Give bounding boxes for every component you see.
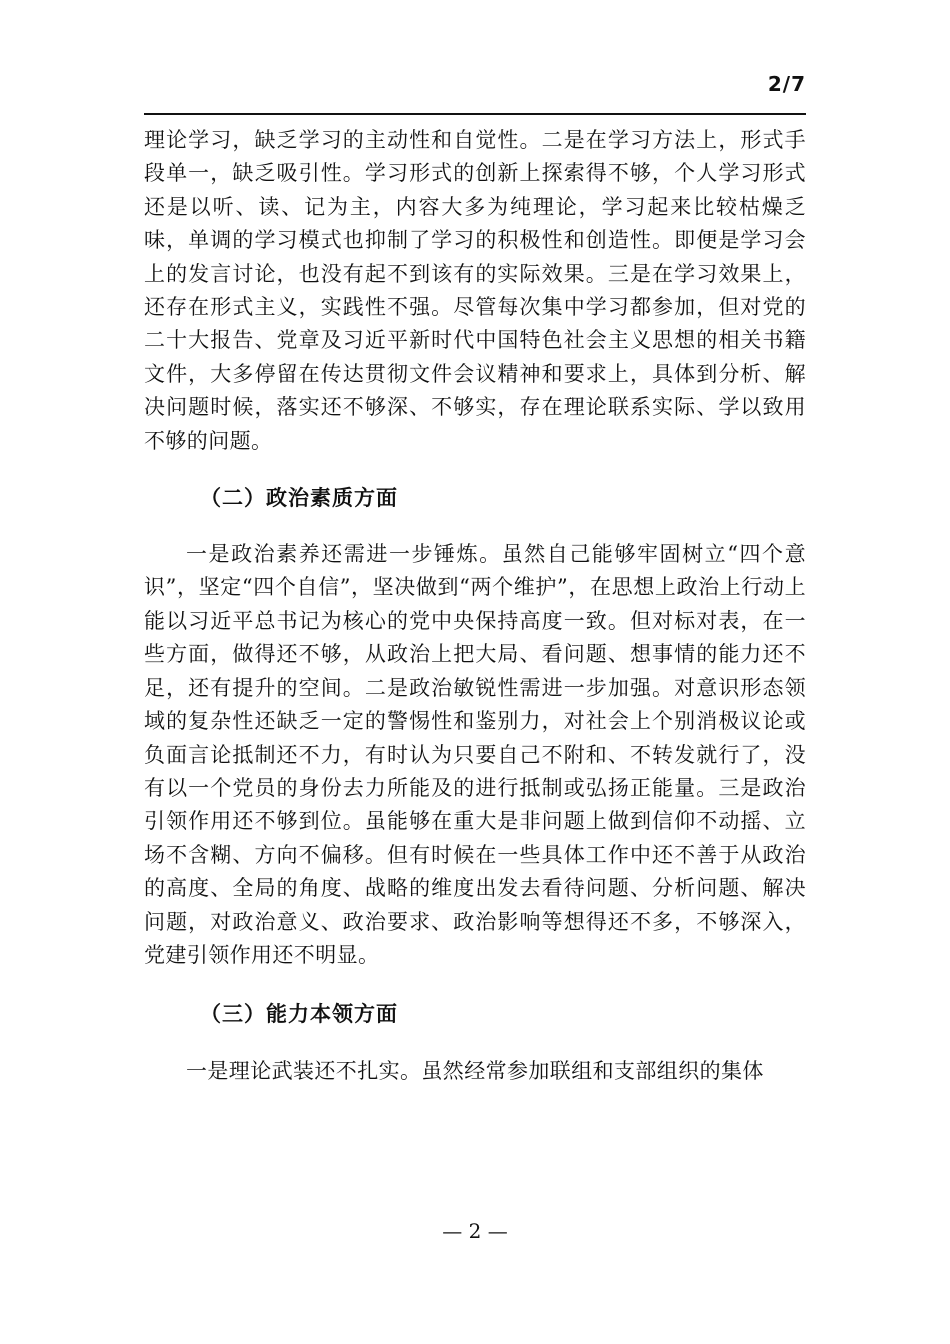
paragraph-political-quality: 一是政治素养还需进一步锤炼。虽然自己能够牢固树立“四个意识”，坚定“四个自信”，坚决做到“两个维护”，在思想上政治上行动上能以习近平总书记为核心的党中央保持高度一致。但对标对表，在一些方面，做得还不够，从政治上把大局、看问题、想事情的能力还不足，还有提升的空间。二是政治敏锐性需进一步加强。对意识形态领域的复杂性还缺乏一定的警惕性和鉴别力，对社会上个别消极议论或负面言论抵制还不力，有时认为只要自己不附和、不转发就行了，没有以一个党员的身份去力所能及的进行抵制或弘扬正能量。三是政治引领作用还不够到位。虽能够在重大是非问题上做到信仰不动摇、立场不含糊、方向不偏移。但有时候在一些具体工作中还不善于从政治的高度、全局的角度、战略的维度出发去看待问题、分析问题、解决问题，对政治意义、政治要求、政治影响等想得还不多，不够深入，党建引领作用还不明显。 <box>144 542 806 967</box>
paragraph-study-problems: 理论学习，缺乏学习的主动性和自觉性。二是在学习方法上，形式手段单一，缺乏吸引性。学习形式的创新上探索得不够，个人学习形式还是以听、读、记为主，内容大多为纯理论，学习起来比较枯燥乏味，单调的学习模式也抑制了学习的积极性和创造性。即便是学习会上的发言讨论，也没有起不到该有的实际效果。三是在学习效果上，还存在形式主义，实践性不强。尽管每次集中学习都参加，但对党的二十大报告、党章及习近平新时代中国特色社会主义思想的相关书籍文件，大多停留在传达贯彻文件会议精神和要求上，具体到分析、解决问题时候，落实还不够深、不够实，存在理论联系实际、学以致用不够的问题。 <box>144 128 806 453</box>
section-heading-political-quality: （二）政治素质方面 <box>200 486 398 511</box>
page-number-footer: — 2 — <box>442 1219 508 1243</box>
paragraph-ability: 一是理论武装还不扎实。虽然经常参加联组和支部组织的集体 <box>186 1059 764 1084</box>
section-heading-ability: （三）能力本领方面 <box>200 1002 398 1027</box>
document-body <box>144 124 806 1089</box>
page-indicator: 2/7 <box>767 72 806 96</box>
header-rule <box>144 113 806 115</box>
